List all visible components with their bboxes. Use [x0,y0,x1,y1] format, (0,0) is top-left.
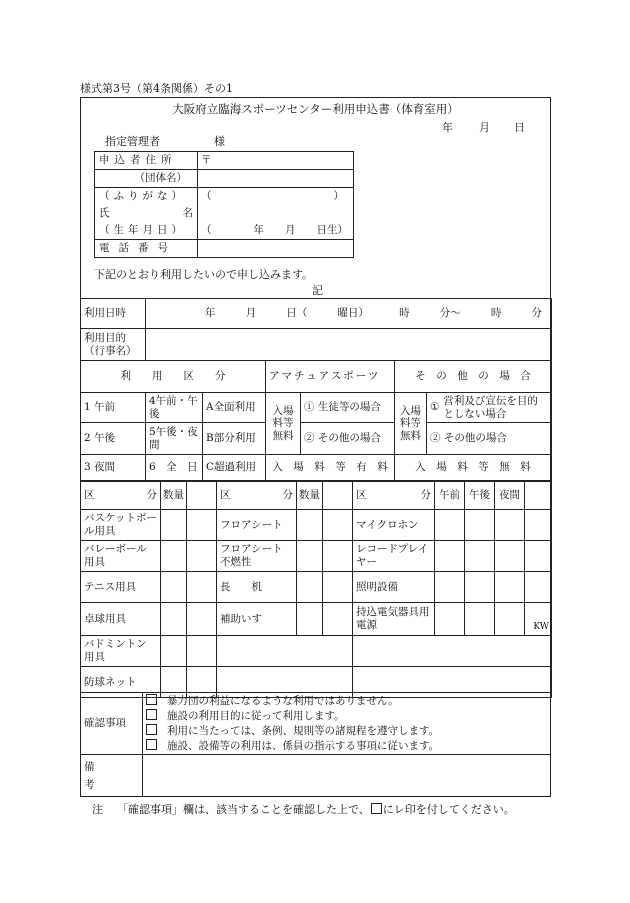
birth-label: （生年月日） [95,222,198,240]
eq-power-supply-night[interactable] [495,603,525,636]
eq-floor-sheet-extra[interactable] [323,510,353,541]
confirm-text-2: 施設の利用目的に従って利用します。 [167,709,345,722]
footer-note [92,801,515,817]
furigana-field[interactable] [198,188,354,206]
form-title: 大阪府立臨海スポーツセンター利用申込書（体育室用） [172,102,459,116]
other-opt-other[interactable]: ② その他の場合 [427,423,552,455]
eq-basketball-qty[interactable] [161,510,187,541]
address-field[interactable] [198,152,354,170]
phone-field[interactable] [198,240,354,258]
other-header: そ の 他 の 場 合 [395,361,552,393]
time-night[interactable]: 3 夜間 [81,455,146,481]
eq-record-player-am[interactable] [435,541,465,572]
amateur-header: アマチュアスポーツ [266,361,395,393]
confirm-item-3 [146,724,547,739]
block-pm-night[interactable]: 5午後・夜間 [146,423,203,455]
confirm-list [143,693,551,755]
checkbox-3[interactable] [146,724,157,735]
other-opt1-text: 営利及び宣伝を目的としない場合 [443,394,538,420]
other-free-label: 入場料等無料 [395,393,427,455]
confirm-item-2 [146,709,547,724]
eq-header-left [81,482,161,510]
usage-table [80,298,552,481]
eq-microphone-pm[interactable] [465,510,495,541]
footer-text-before: 「確認事項」欄は、該当することを確認した上で、 [117,803,370,816]
footer-note-mark: 注 [92,803,103,816]
time-afternoon[interactable]: 2 午後 [81,423,146,455]
eq-badminton-extra[interactable] [187,636,217,667]
eq-safety-net: 防球ネット [81,667,161,698]
equipment-table [80,481,552,698]
eq-blank-header-middle [323,482,353,510]
furigana-label: （ふりがな） [95,188,198,206]
name-label [95,205,198,222]
amateur-free-label: 入場料等無料 [266,393,301,455]
confirm-text-1: 暴力団の利益になるような利用ではありません。 [167,694,399,707]
date-field-month: 月 [245,307,257,320]
name-label-2: 名 [182,207,193,220]
eq-lighting-extra[interactable] [525,572,552,603]
date-month: 月 [479,121,490,134]
eq-power-supply: 持込電気器具用電源 [353,603,435,636]
eq-long-desk: 長 机 [217,572,297,603]
address-label: 申込者住所 [99,154,177,167]
eq-col-label-left: 区 [84,489,95,502]
eq-col-label-right: 区 [356,489,367,502]
remarks-field[interactable] [143,755,551,797]
form-number: 様式第3号（第4条関係）その1 [80,82,233,95]
eq-aux-chair-qty[interactable] [297,603,323,636]
date-field-day: 日（ [286,307,308,320]
eq-microphone-am[interactable] [435,510,465,541]
eq-tennis-extra[interactable] [187,572,217,603]
eq-aux-chair-extra[interactable] [323,603,353,636]
eq-aux-chair: 補助いす [217,603,297,636]
postal-mark: 〒 [201,154,212,167]
name-field[interactable] [198,205,354,222]
other-opt1-num: ① [430,401,440,414]
block-am-pm[interactable]: 4午前・午後 [146,393,203,423]
eq-am-header: 午前 [435,482,465,510]
confirm-table [80,692,551,797]
block-full-day[interactable]: 6 全 日 [146,455,203,481]
eq-tennis-qty[interactable] [161,572,187,603]
eq-basketball: バスケットボール用具 [81,510,161,541]
eq-col-label2-right: 分 [420,489,431,502]
eq-lighting-pm[interactable] [465,572,495,603]
eq-empty-middle-5 [217,636,353,667]
confirm-item-4 [146,739,547,754]
eq-header-right [353,482,435,510]
eq-microphone-night[interactable] [495,510,525,541]
eq-col-label2-left: 分 [146,489,157,502]
checkbox-2[interactable] [146,709,157,720]
eq-volleyball-extra[interactable] [187,541,217,572]
confirm-text-3: 利用に当たっては、条例、規則等の諸規程を遵守します。 [167,724,440,737]
eq-table-tennis-qty[interactable] [161,603,187,636]
eq-badminton-qty[interactable] [161,636,187,667]
checkbox-1[interactable] [146,694,157,705]
checkbox-4[interactable] [146,739,157,750]
eq-table-tennis: 卓球用具 [81,603,161,636]
area-excess[interactable]: C超過利用 [203,455,266,481]
phone-label: 電話番号 [99,242,177,255]
eq-lighting-night[interactable] [495,572,525,603]
eq-record-player-night[interactable] [495,541,525,572]
date-day: 日 [514,121,525,134]
date-field-end-minute: 分 [531,307,542,320]
paid-entry[interactable]: 入 場 料 等 有 料 [266,455,395,481]
footer-text-after: にレ印を付してください。 [382,803,515,816]
birth-field[interactable]: （ 年 月 日生） [198,222,354,240]
eq-lighting: 照明設備 [353,572,435,603]
remarks-label-cell [81,755,143,797]
eq-blank-header-right [525,482,552,510]
amateur-opt-students[interactable]: ① 生徒等の場合 [301,393,395,423]
eq-volleyball: バレーボール用具 [81,541,161,572]
eq-tennis: テニス用具 [81,572,161,603]
eq-table-tennis-extra[interactable] [187,603,217,636]
phone-label-cell [95,240,198,258]
date-fields[interactable] [146,299,552,329]
area-full[interactable]: A全面利用 [203,393,266,423]
eq-volleyball-qty[interactable] [161,541,187,572]
eq-badminton: バドミントン用具 [81,636,161,667]
date-label: 利用日時 [81,299,146,329]
date-field-year: 年 [205,307,216,320]
confirm-item-1 [146,694,547,709]
eq-blank-header-left [187,482,217,510]
date-year: 年 [442,121,453,134]
paren-open: （ [201,190,212,203]
date-field-end-hour: 時 [490,307,502,320]
date-field-weekday: 曜日） [337,307,369,320]
amateur-opt-other[interactable]: ② その他の場合 [301,423,395,455]
eq-empty-right-5 [353,636,552,667]
eq-header-middle [217,482,297,510]
other-opt-nonprofit[interactable] [427,393,552,423]
eq-power-supply-am[interactable] [435,603,465,636]
eq-kw-unit: KW [525,603,552,636]
org-field[interactable] [198,170,354,188]
time-morning[interactable]: 1 午前 [81,393,146,423]
area-partial[interactable]: B部分利用 [203,423,266,455]
confirm-label: 確認事項 [81,693,143,755]
applicant-table [94,151,354,258]
eq-floor-sheet-fireproof-extra[interactable] [323,541,353,572]
eq-qty-header-left: 数量 [161,482,187,510]
eq-record-player-pm[interactable] [465,541,495,572]
eq-long-desk-extra[interactable] [323,572,353,603]
eq-floor-sheet-fireproof-qty[interactable] [297,541,323,572]
eq-qty-header-middle: 数量 [297,482,323,510]
address-label-cell [95,152,198,170]
eq-basketball-extra[interactable] [187,510,217,541]
eq-pm-header: 午後 [465,482,495,510]
eq-night-header: 夜間 [495,482,525,510]
purpose-field[interactable] [146,329,552,361]
paren-close: ） [333,190,344,203]
sama-label: 様 [214,135,225,148]
org-label: （団体名） [95,170,198,188]
purpose-label: 利用目的（行事名） [81,329,146,361]
eq-col-label2-middle: 分 [282,489,293,502]
date-field-minute: 分〜 [439,307,461,320]
unpaid-entry[interactable]: 入 場 料 等 無 料 [395,455,552,481]
eq-long-desk-qty[interactable] [297,572,323,603]
manager-label: 指定管理者 [105,135,160,148]
ki-label: 記 [312,284,323,297]
eq-floor-sheet-qty[interactable] [297,510,323,541]
eq-record-player: レコードプレイヤー [353,541,435,572]
eq-col-label-middle: 区 [220,489,231,502]
intro-text: 下記のとおり利用したいので申し込みます。 [94,268,314,281]
eq-record-player-extra[interactable] [525,541,552,572]
footer-box-icon [371,803,382,814]
eq-power-supply-pm[interactable] [465,603,495,636]
confirm-text-4: 施設、設備等の利用は、係員の指示する事項に従います。 [167,739,440,752]
eq-lighting-am[interactable] [435,572,465,603]
eq-floor-sheet-fireproof: フロアシート不燃性 [217,541,297,572]
name-label-1: 氏 [99,207,110,220]
eq-microphone-extra[interactable] [525,510,552,541]
eq-microphone: マイクロホン [353,510,435,541]
remarks-label: 備考 [84,760,95,791]
category-header: 利 用 区 分 [81,361,266,393]
date-field-hour: 時 [399,307,410,320]
eq-floor-sheet: フロアシート [217,510,297,541]
